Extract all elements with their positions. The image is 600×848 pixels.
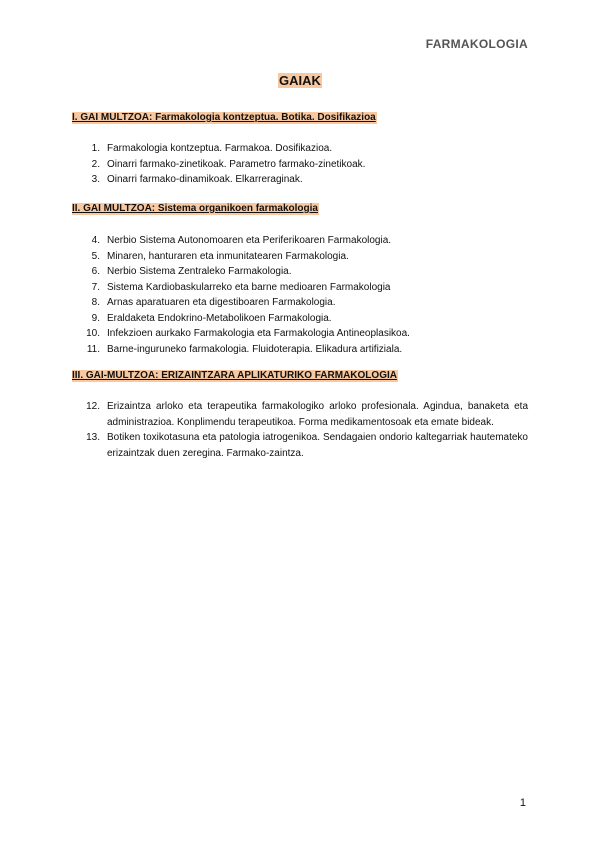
list-item: 11. Barne-inguruneko farmakologia. Fluidoterapia. Elikadura artifiziala. bbox=[86, 343, 403, 355]
list-item: 6. Nerbio Sistema Zentraleko Farmakologia. bbox=[91, 266, 292, 277]
list-item: 13. Botiken toxikotasuna eta patologia iatrogenikoa. Sendagaien ondorio kaltegarriak hautemateko erizaintzak duen zeregina. Farmako-zaintza. bbox=[86, 432, 528, 459]
document-title bbox=[0, 73, 600, 88]
section-heading-2: II. GAI MULTZOA: Sistema organikoen farmakologia bbox=[72, 203, 318, 214]
list-item: 3. Oinarri farmako-dinamikoak. Elkarreraginak. bbox=[91, 174, 303, 185]
topic-list-2 bbox=[72, 233, 528, 357]
list-item: 1. Farmakologia kontzeptua. Farmakoa. Dosifikazioa. bbox=[91, 143, 333, 154]
list-item: 7. Sistema Kardiobaskularreko eta barne medioaren Farmakologia bbox=[91, 281, 391, 293]
header-title: FARMAKOLOGIA bbox=[425, 37, 528, 51]
list-item: 8. Arnas aparatuaren eta digestiboaren Farmakologia. bbox=[91, 297, 336, 308]
list-item: 5. Minaren, hanturaren eta inmunitatearen Farmakologia. bbox=[91, 250, 349, 262]
list-item: 4. Nerbio Sistema Autonomoaren eta Periferikoaren Farmakologia. bbox=[91, 235, 392, 246]
list-item: 12. Erizaintza arloko eta terapeutika farmakologiko arloko profesionala. Agindua, banaketa eta administrazioa. Konplimendu terapeutikoa. Forma medikamentosoak eta emate bideak. bbox=[86, 401, 528, 428]
document-title-text: GAIAK bbox=[279, 73, 321, 88]
list-item: 10. Infekzioen aurkako Farmakologia eta Farmakologia Antineoplasikoa. bbox=[86, 328, 410, 339]
list-item: 9. Eraldaketa Endokrino-Metabolikoen Farmakologia. bbox=[91, 312, 332, 324]
page-number: 1 bbox=[519, 797, 526, 809]
topic-list-1 bbox=[72, 141, 528, 188]
section-heading-1: I. GAI MULTZOA: Farmakologia kontzeptua. Botika. Dosifikazioa bbox=[72, 112, 376, 123]
topic-list-3 bbox=[72, 399, 528, 461]
list-item: 2. Oinarri farmako-zinetikoak. Parametro farmako-zinetikoak. bbox=[91, 158, 366, 170]
section-heading-3: III. GAI-MULTZOA: ERIZAINTZARA APLIKATURIKO FARMAKOLOGIA bbox=[72, 370, 397, 381]
